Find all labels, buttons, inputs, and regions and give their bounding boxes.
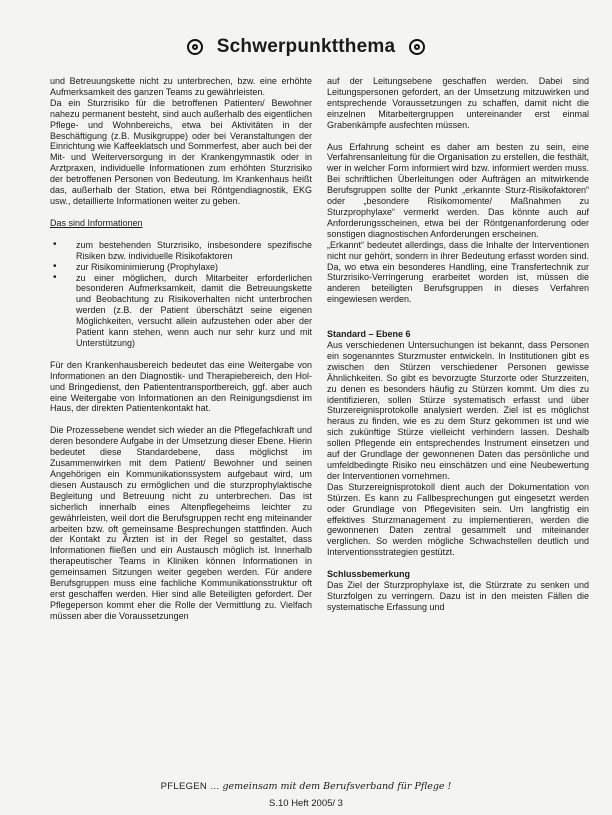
list-item: • zu einer möglichen, durch Mitarbeiter erforderlichen besonderen Aufmerksamkeit, damit die Betreuungskette und Beobachtung zu Risikoverhalten nicht unterbrochen werden (z.B. der Patient überschätzt seine eigenen Möglichkeiten, versucht allein aufzustehen oder aber der Patient kann stehen, wenn auch nur sehr kurz und mit Unterstützung): [50, 273, 312, 349]
list-heading: Das sind Informationen: [50, 217, 143, 228]
target-icon: [409, 39, 425, 55]
paragraph: und Betreuungskette nicht zu unterbrechen, bzw. eine erhöhte Aufmerksamkeit des ganzen Teams zu gewährleisten.: [50, 76, 312, 97]
list-item: • zur Risikominimierung (Prophylaxe): [50, 262, 312, 273]
slogan-script: gemeinsam mit dem Berufsverband für Pflege !: [222, 781, 452, 792]
page-title: Schwerpunktthema: [216, 36, 396, 57]
paragraph: Die Prozessebene wendet sich wieder an die Pflegefachkraft und deren besondere Aufgabe in der Umsetzung dieser Ebene. Hierin bedeutet diese Standardebene, dass möglichst im Zusammenwirken mit dem Patient/ Bewohner und seinen Angehörigen ein Kommunikationssystem aufgebaut wird, um diesen Austausch zu ermöglichen und die sturzprophylaktische Begleitung und Betreuung nicht zu unterbrechen. Das ist sicherlich innerhalb eines Altenpflegeheims leichter zu gewährleisten, weil dort die Berufsgruppen recht eng miteinander arbeiten bzw. oft gemeinsame Besprechungen stattfinden. Auch der Kontakt zu Ärzten ist in der Regel so gestaltet, dass Informationen fließen und ein Austausch möglich ist. Innerhalb therapeutischer Teams in Kliniken können Informationen in gemeinsamen Sitzungen weiter gegeben werden. Für andere Berufsgruppen muss eine fachliche Kommunikationsstruktur oft erst geschaffen werden. Hier sind alle Beteiligten gefordert. Der Pflegeperson kommt eher die Rolle der Vermittlung zu. Vielfach müssen aber die Voraussetzungen: [50, 425, 312, 621]
left-column: [50, 76, 312, 622]
paragraph: Das Sturzereignisprotokoll dient auch der Dokumentation von Stürzen. Es kann zu Fallbesprechungen gut eingesetzt werden oder Grundlage von Pflegevisiten sein. Um langfristig ein effektives Sturzmanagement zu implementieren, werden die gewonnenen Daten zentral gesammelt und miteinander verglichen. So werden mögliche Schwachstellen deutlich und Interventionsstrategien gestützt.: [327, 481, 589, 558]
right-column: [327, 76, 589, 613]
list-item: • zum bestehenden Sturzrisiko, insbesondere spezifische Risiken bzw. individuelle Risikofaktoren: [50, 240, 312, 262]
issue-number: S.10 Heft 2005/ 3: [269, 798, 343, 809]
paragraph: „Erkannt“ bedeutet allerdings, dass die Inhalte der Interventionen nicht nur gehört, sondern in ihrer Bedeutung erfasst worden sind. Da, wo etwa ein besonderes Handling, eine Transfertechnik zur Sturzrisiko-Verringerung erarbeitet worden ist, müssen die anderen beteiligten Berufsgruppen in dieses Verfahren eingewiesen werden.: [327, 239, 589, 305]
section-heading: Standard – Ebene 6: [327, 329, 411, 340]
paragraph: Für den Krankenhausbereich bedeutet das eine Weitergabe von Informationen an den Diagnostik- und Therapiebereich, den Hol- und Bringedienst, den Patiententransportbereich, ggf. aber auch eine Weitergabe von Informationen an den Reinigungsdienst im Haus, der direkten Patientenkontakt hat.: [50, 359, 312, 414]
page-header: [0, 32, 612, 62]
paragraph: Aus Erfahrung scheint es daher am besten zu sein, eine Verfahrensanleitung für die Organisation zu erstellen, die festhält, wer in welcher Form informiert wird bzw. informiert werden muss. Bei schriftlichen Überleitungen oder Aufträgen an mitwirkende Berufsgruppen sollte der Punkt „erkannte Sturz-Risikofaktoren“ oder „besondere Risikomomente/ Maßnahmen zu Sturzprophylaxe“ vermerkt werden. Das könnte auch auf Anforderungsscheinen, etwa bei der Röntgenanforderung oder sonstigen diagnostischen Anforderungen erscheinen.: [327, 141, 589, 239]
footer-slogan: [0, 781, 612, 792]
section-heading: Schlussbemerkung: [327, 569, 411, 580]
paragraph: Da ein Sturzrisiko für die betroffenen Patienten/ Bewohner nahezu permanent besteht, sind auch außerhalb des eigentlichen Pflege- und Wohnbereichs, etwa bei Aktivitäten in der Beschäftigung (z.B. Musikgruppe) oder bei Veranstaltungen der Einrichtung wie Kaffeeklatsch und Sommerfest, aber auch bei der Mit- und Weiterversorgung in der Krankengymnastik oder in Arztpraxen, individuelle Informationen zum erhöhten Sturzrisiko der betroffenen Personen von Bedeutung. Im Krankenhaus heißt das, außerhalb der Station, etwa bei Röntgendiagnostik, EKG usw., detaillierte Informationen weiter zu geben.: [50, 97, 312, 206]
target-icon: [187, 39, 203, 55]
slogan-caps: PFLEGEN …: [160, 781, 220, 792]
paragraph: Aus verschiedenen Untersuchungen ist bekannt, dass Personen ein sogenanntes Sturzmuster entwickeln. In Institutionen gibt es zwischen den Stürzen verschiedener Personen gewisse Ähnlichkeiten. So gibt es bevorzugte Sturzorte oder Sturzzeiten, zu denen es besonders häufig zu Stürzen kommt. Um dies zu identifizieren, sollen Stürze systematisch erfasst und über Sturzereignisprotokolle analysiert werden. Ziel ist es möglichst heraus zu finden, wie es zu dem Sturz gekommen ist und wie sich zukünftige Stürze vielleicht verhindern lassen. Deshalb sollen Pflegende ein entsprechendes Instrument einsetzen und auf der Grundlage der gewonnenen Daten das persönliche und umfeldbedingte Risiko neu einschätzen und eine Neubewertung der Interventionen vornehmen.: [327, 340, 589, 481]
paragraph: auf der Leitungsebene geschaffen werden. Dabei sind Leitungspersonen gefordert, an der Umsetzung mitzuwirken und entsprechende Voraussetzungen zu schaffen, damit nicht die einzelnen Mitarbeitergruppen untereinander erst einmal Grabenkämpfe ausfechten müssen.: [327, 76, 589, 130]
info-list: [50, 240, 312, 349]
paragraph: Das Ziel der Sturzprophylaxe ist, die Stürzrate zu senken und Sturzfolgen zu verringern. Dazu ist in den meisten Fällen die systematische Erfassung und: [327, 580, 589, 612]
